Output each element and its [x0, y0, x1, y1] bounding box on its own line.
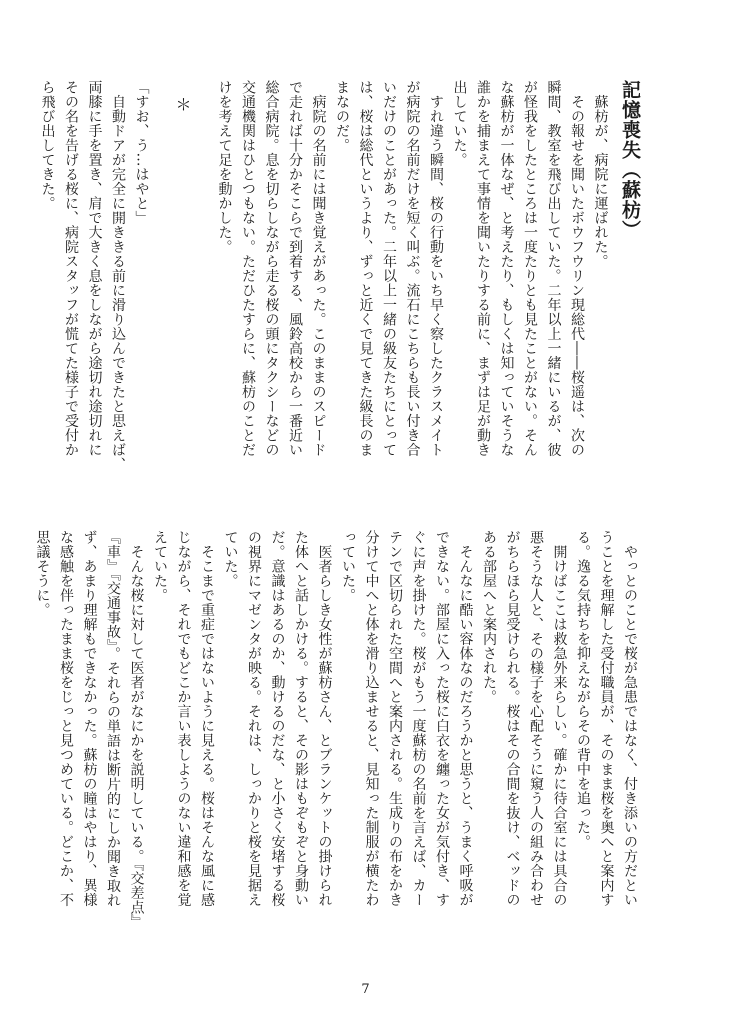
text-line: ず、あまり理解もできなかった。蘇枋の瞳はやはり、異様: [81, 530, 98, 907]
text-line: の視界にマゼンタが映る。それは、しっかりと桜を見据え: [246, 530, 262, 907]
text-line: な感触を伴ったまま桜をじっと見つめている。どこか、不: [58, 530, 74, 907]
text-line: っていた。: [340, 530, 356, 603]
text-line: ていた。: [222, 530, 239, 588]
text-line: ら飛び出してきた。: [39, 80, 56, 211]
text-line: る。逸る気持ちを抑えながらその背中を追った。: [575, 530, 591, 849]
text-line: その報せを聞いたボウフウリン現総代――桜遥は、次の: [569, 80, 585, 457]
text-line: は、桜は総代というより、ずっと近くで見てきた級長のま: [357, 80, 374, 457]
text-line: が怪我をしたところは一度たりとも見たことがない。そん: [522, 80, 538, 457]
text-line: 誰かを捕まえて事情を聞いたりする前に、まずは足が動き: [475, 80, 491, 457]
text-line: がちらほら見受けられる。桜はその合間を抜け、ベッドの: [504, 530, 521, 907]
text-line: だ。意識はあるのか、動けるのだな、と小さく安堵する桜: [269, 530, 286, 907]
text-line: 瞬間、教室を飛び出していた。二年以上一緒にいるが、彼: [545, 80, 562, 457]
text-line: できない。部屋に入った桜に白衣を纏った女が気付き、す: [434, 530, 450, 907]
text-line: えていた。: [152, 530, 168, 603]
page-number: 7: [361, 982, 370, 997]
text-line: 自動ドアが完全に開ききる前に滑り込んできたと思えば、: [110, 80, 126, 472]
text-line: まなのだ。: [334, 80, 350, 153]
text-line: その名を告げる桜に、病院スタッフが慌てた様子で受付か: [63, 80, 79, 457]
text-line: そこまで重症ではないように見える。桜はそんな風に感: [199, 530, 215, 907]
section-spacer: [153, 80, 171, 520]
text-line: が病院の名前だけを短く叫ぶ。流石にこちらも長い付き合: [404, 80, 421, 457]
text-line: ぐに声を掛けた。桜がもう一度蘇枋の名前を言えば、カー: [410, 530, 427, 907]
text-line: 思議そうに。: [34, 530, 51, 617]
text-line: いだけのことがあった。二年以上一緒の級友たちにとって: [381, 80, 397, 457]
text-line: た体へと話しかける。すると、その影はもぞもぞと身動い: [293, 530, 309, 907]
text-line: 両膝に手を置き、肩で大きく息をしながら途切れ途切れに: [86, 80, 103, 457]
text-line: そんな桜に対して医者がなにかを説明している。『交差点』: [128, 530, 145, 929]
text-line: で走れば十分かそこらで到着する、風鈴高校から一番近い: [287, 80, 303, 457]
text-line: けを考えて足を動かした。: [216, 80, 233, 254]
text-line: 『車』『交通事故』。それらの単語は断片的にしか聞き取れ: [105, 530, 121, 908]
text-line: じながら、それでもどこか言い表しようのない違和感を覚: [175, 530, 192, 907]
chapter-title: 記憶喪失（蘇枋）: [619, 80, 641, 240]
lower-text-block: [34, 530, 641, 955]
text-line: 医者らしき女性が蘇枋さん、とブランケットの掛けられ: [316, 530, 333, 907]
text-line: ある部屋へと案内された。: [481, 530, 497, 704]
text-line: やっとのことで桜が急患ではなく、付き添いの方だとい: [622, 530, 638, 907]
text-line: 開けばここは救急外来らしい。確かに待合室には具合の: [551, 530, 568, 907]
upper-text-block: [39, 80, 641, 520]
text-line: 出していた。: [451, 80, 468, 167]
section-spacer: [194, 80, 212, 520]
text-line: 悪そうな人と、その様子を心配そうに窺う人の組み合わせ: [528, 530, 544, 907]
section-break-asterisk: ＊: [173, 96, 192, 113]
text-line: 総合病院。息を切らしながら走る桜の頭にタクシーなどの: [263, 80, 280, 457]
text-line: 「すお、う…はやと」: [133, 80, 150, 225]
text-line: すれ違う瞬間、桜の行動をいち早く察したクラスメイト: [428, 80, 444, 457]
text-line: 分けて中へと体を滑り込ませると、見知った制服が横たわ: [363, 530, 380, 907]
text-line: うことを理解した受付職員が、そのまま桜を奥へと案内す: [598, 530, 615, 907]
text-line: な蘇枋が一体なぜ、と考えたり、もしくは知っていそうな: [498, 80, 515, 457]
text-line: 交通機関はひとつもない。ただひたすらに、蘇枋のことだ: [240, 80, 256, 457]
text-line: 病院の名前には聞き覚えがあった。このままのスピード: [310, 80, 327, 457]
text-line: そんなに酷い容体なのだろうかと思うと、うまく呼吸が: [457, 530, 474, 907]
text-line: テンで区切られた空間へと案内される。生成りの布をかき: [387, 530, 403, 907]
text-line: 蘇枋が、病院に運ばれた。: [592, 80, 609, 269]
